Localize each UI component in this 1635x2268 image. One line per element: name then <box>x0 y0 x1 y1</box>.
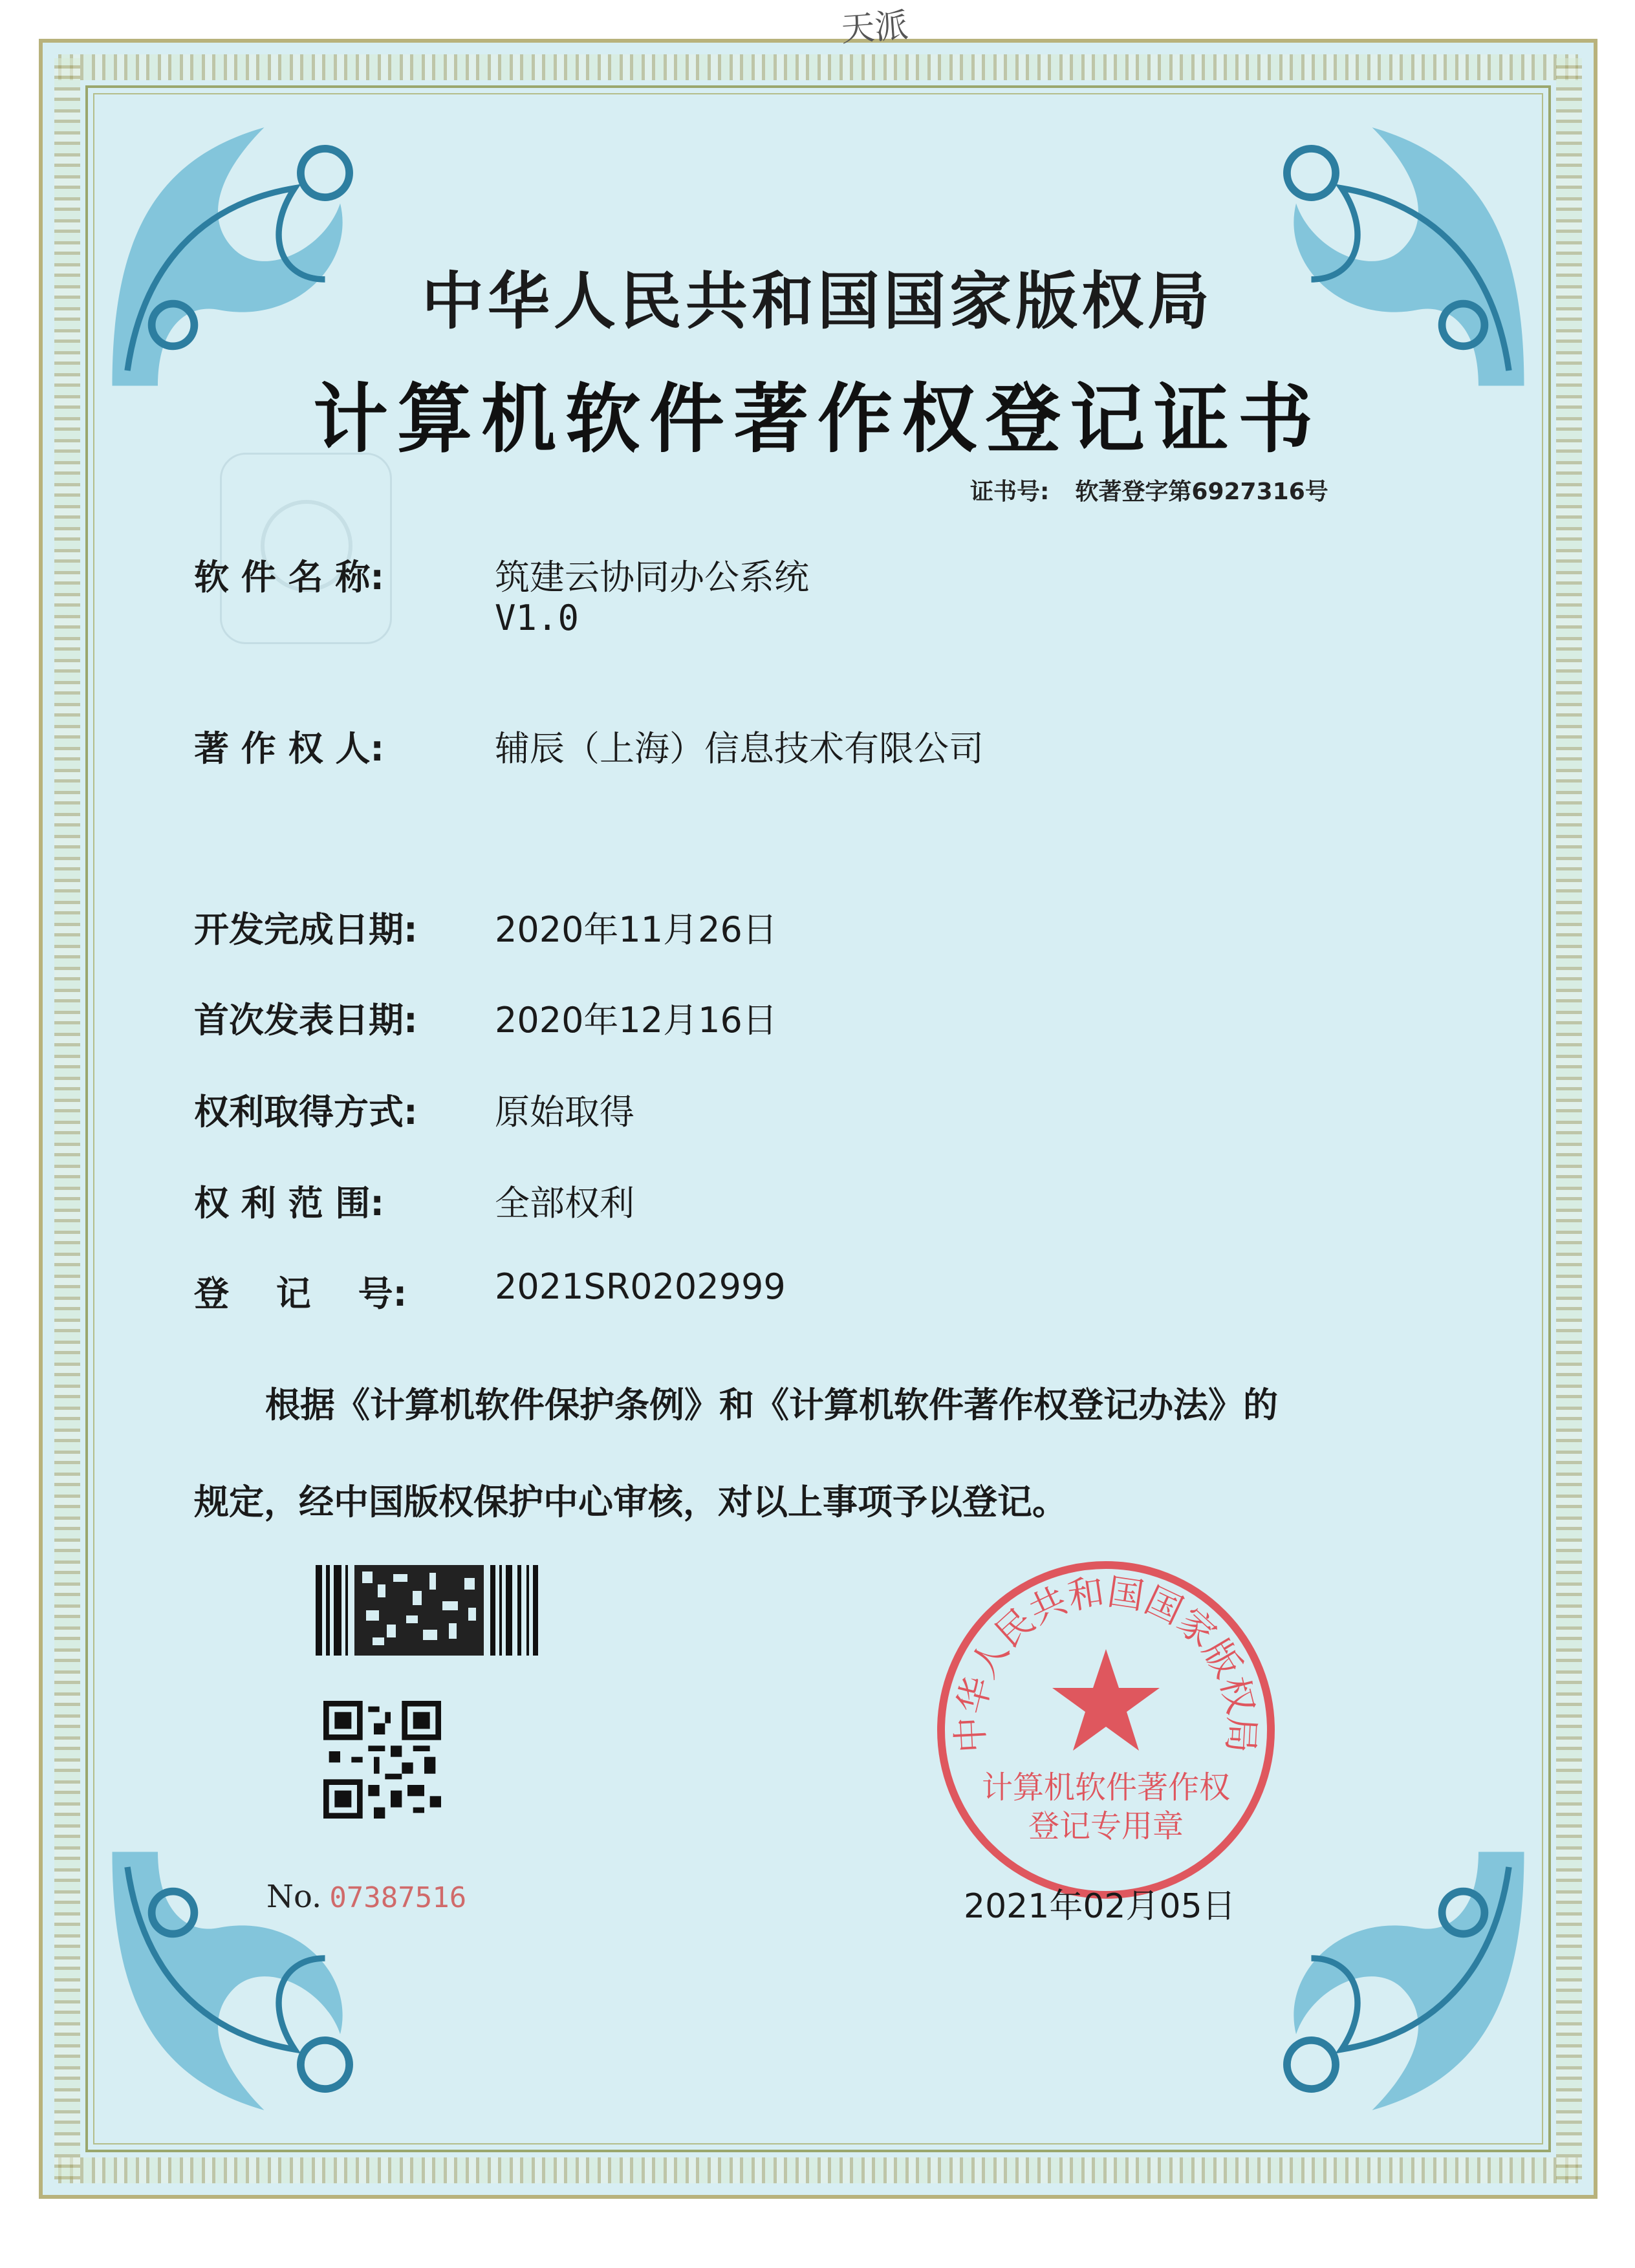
seal-star-icon <box>1052 1649 1160 1751</box>
software-version: V1.0 <box>495 598 579 638</box>
cert-no-label: 证书号: <box>970 479 1050 505</box>
scope-label: 权 利 范 围: <box>194 1183 384 1224</box>
software-name-label: 软 件 名 称: <box>194 557 384 598</box>
completion-date-label: 开发完成日期: <box>194 909 418 950</box>
ornament-top-left <box>97 97 401 401</box>
handwritten-note: 天派 <box>839 6 910 50</box>
registration-number-value: 2021SR0202999 <box>495 1266 786 1307</box>
registration-number-label: 登 记 号: <box>194 1273 407 1314</box>
ornament-top-right <box>1235 97 1539 401</box>
statement-line-1: 根据《计算机软件保护条例》和《计算机软件著作权登记办法》的 <box>265 1385 1278 1425</box>
scope-value: 全部权利 <box>495 1183 634 1224</box>
issue-date: 2021年02月05日 <box>964 1887 1236 1926</box>
seal-inner-line-1: 计算机软件著作权 <box>981 1769 1231 1806</box>
certificate-number <box>970 473 1328 506</box>
publish-date-label: 首次发表日期: <box>194 1000 418 1041</box>
certificate-title: 计算机软件著作权登记证书 <box>313 375 1322 463</box>
barcode-image <box>316 1565 541 1656</box>
serial-value: 07387516 <box>329 1881 467 1914</box>
qr-code-image <box>323 1701 441 1819</box>
acquisition-value: 原始取得 <box>495 1092 634 1132</box>
software-name-value: 筑建云协同办公系统 <box>495 557 809 598</box>
official-seal <box>925 1542 1287 1905</box>
authority-title: 中华人民共和国国家版权局 <box>422 265 1213 338</box>
completion-date-value: 2020年11月26日 <box>495 909 777 950</box>
statement-line-2: 规定，经中国版权保护中心审核，对以上事项予以登记。 <box>194 1482 1067 1522</box>
serial-label: No. <box>266 1879 322 1915</box>
copyright-owner-label: 著 作 权 人: <box>194 728 384 769</box>
publish-date-value: 2020年12月16日 <box>495 1000 777 1041</box>
serial-number <box>266 1879 466 1915</box>
acquisition-label: 权利取得方式: <box>194 1092 418 1132</box>
seal-inner-line-2: 登记专用章 <box>1028 1808 1184 1844</box>
seal-ring-text: 中华人民共和国国家版权局 <box>949 1571 1263 1755</box>
cert-no-value: 软著登字第6927316号 <box>1075 479 1328 505</box>
copyright-owner-value: 辅辰（上海）信息技术有限公司 <box>495 728 984 769</box>
emblem-watermark <box>220 453 392 644</box>
